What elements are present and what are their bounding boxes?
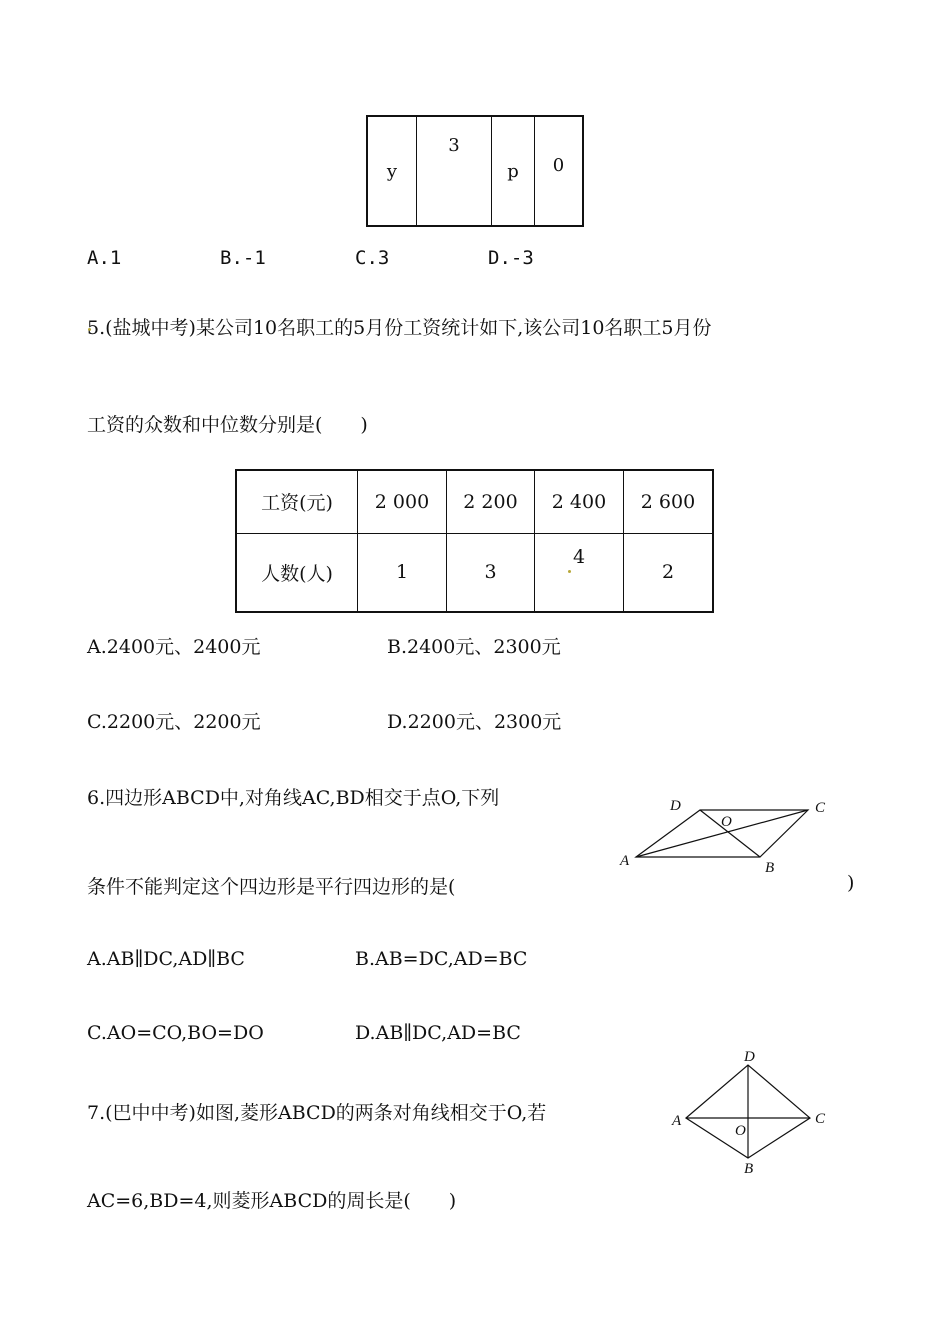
label-b: B [744, 1161, 754, 1175]
q5-option-b: B.2400元、2300元 [387, 636, 561, 658]
speck-mark [568, 570, 571, 573]
q7-stem-line2: AC=6,BD=4,则菱形ABCD的周长是( ) [87, 1190, 457, 1212]
table-cell: 3 [447, 533, 535, 612]
q7-rhombus-figure [660, 1045, 835, 1175]
label-b: B [765, 860, 775, 875]
q6-parallelogram-figure [610, 790, 840, 875]
q4-table [366, 115, 584, 227]
table-row [236, 533, 713, 612]
q6-option-c: C.AO=CO,BO=DO [87, 1022, 264, 1044]
q5-stem-line1: 5.(盐城中考)某公司10名职工的5月份工资统计如下,该公司10名职工5月份 [87, 317, 712, 339]
q5-option-d: D.2200元、2300元 [387, 711, 562, 733]
q6-close-paren: ) [847, 872, 855, 894]
table-cell: 2 200 [447, 470, 535, 533]
label-o: O [721, 814, 732, 830]
q4-option-b: B.-1 [220, 247, 266, 269]
q5-option-a: A.2400元、2400元 [87, 636, 261, 658]
table-cell: 2 400 [535, 470, 624, 533]
q4-cell-p: p [492, 116, 535, 226]
label-a: A [620, 853, 630, 869]
q4-option-d: D.-3 [488, 247, 534, 269]
q7-stem-line1: 7.(巴中中考)如图,菱形ABCD的两条对角线相交于O,若 [87, 1102, 547, 1124]
q5-stem-line2: 工资的众数和中位数分别是( ) [87, 414, 368, 436]
q6-option-b: B.AB=DC,AD=BC [355, 948, 528, 970]
q6-stem-line1: 6.四边形ABCD中,对角线AC,BD相交于点O,下列 [87, 787, 500, 809]
q4-option-a: A.1 [87, 247, 122, 269]
label-a: A [672, 1113, 682, 1129]
label-o: O [735, 1123, 746, 1139]
q4-cell-3: 3 [417, 116, 492, 226]
q4-cell-y: y [367, 116, 417, 226]
q5-salary-table [235, 469, 714, 613]
table-header-cell: 人数(人) [236, 533, 358, 612]
label-c: C [815, 1111, 826, 1127]
q5-option-c: C.2200元、2200元 [87, 711, 261, 733]
label-c: C [815, 800, 826, 816]
table-header-cell: 工资(元) [236, 470, 358, 533]
table-row [236, 470, 713, 533]
table-cell: 2 000 [358, 470, 447, 533]
label-d: D [670, 798, 681, 814]
table-cell: 2 [624, 533, 714, 612]
q4-cell-0: 0 [535, 116, 584, 226]
table-cell: 2 600 [624, 470, 714, 533]
label-d: D [744, 1049, 755, 1065]
table-cell: 4 [535, 533, 624, 612]
table-cell: 1 [358, 533, 447, 612]
q6-option-d: D.AB∥DC,AD=BC [355, 1022, 521, 1044]
q6-option-a: A.AB∥DC,AD∥BC [87, 948, 245, 970]
q4-option-c: C.3 [355, 247, 390, 269]
q6-stem-line2: 条件不能判定这个四边形是平行四边形的是( [87, 876, 456, 898]
